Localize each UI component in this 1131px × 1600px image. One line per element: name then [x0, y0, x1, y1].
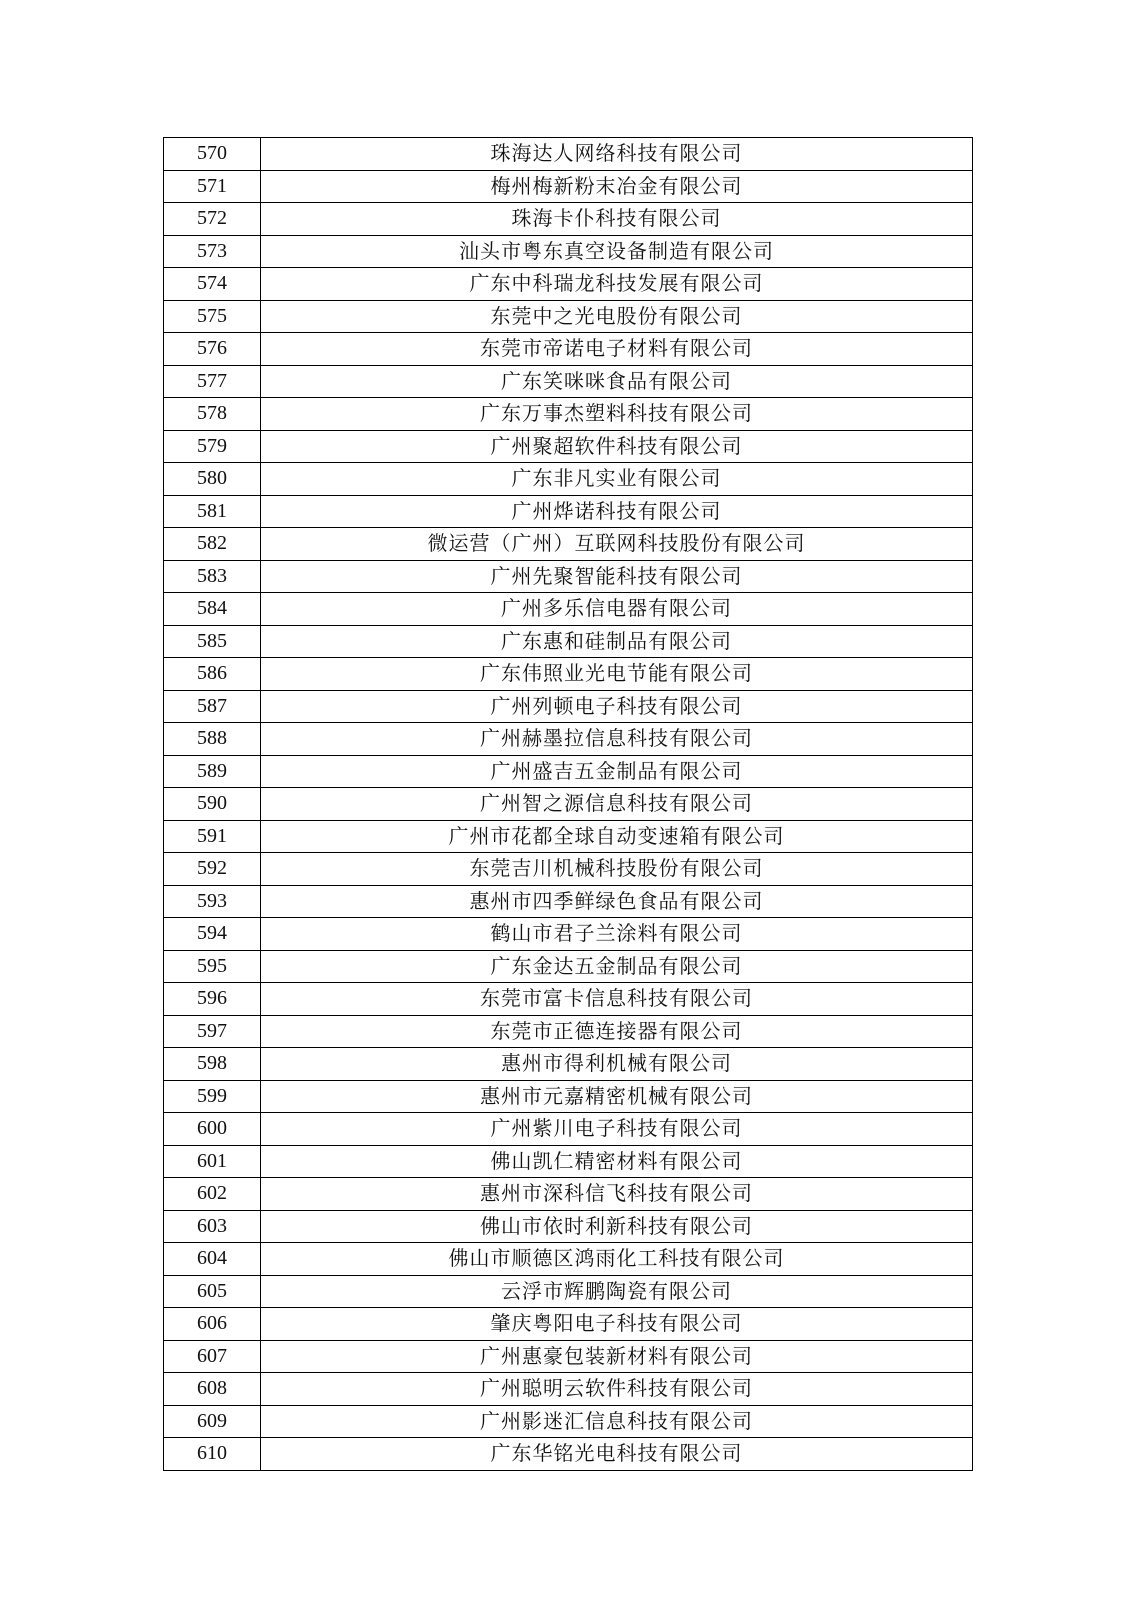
row-number: 586: [164, 658, 261, 691]
company-name: 鹤山市君子兰涂料有限公司: [261, 918, 973, 951]
table-row: [164, 560, 973, 593]
table-row: [164, 1080, 973, 1113]
row-number: 584: [164, 593, 261, 626]
company-name: 广东华铭光电科技有限公司: [261, 1438, 973, 1471]
company-name: 广州聪明云软件科技有限公司: [261, 1373, 973, 1406]
table-row: [164, 950, 973, 983]
company-name: 惠州市得利机械有限公司: [261, 1048, 973, 1081]
company-name: 东莞中之光电股份有限公司: [261, 300, 973, 333]
company-name: 佛山市顺德区鸿雨化工科技有限公司: [261, 1243, 973, 1276]
row-number: 570: [164, 138, 261, 171]
row-number: 572: [164, 203, 261, 236]
row-number: 604: [164, 1243, 261, 1276]
company-name: 东莞吉川机械科技股份有限公司: [261, 853, 973, 886]
table-row: [164, 463, 973, 496]
table-row: [164, 690, 973, 723]
row-number: 581: [164, 495, 261, 528]
company-name: 广州赫墨拉信息科技有限公司: [261, 723, 973, 756]
row-number: 571: [164, 170, 261, 203]
row-number: 578: [164, 398, 261, 431]
table-row: [164, 885, 973, 918]
company-name: 珠海卡仆科技有限公司: [261, 203, 973, 236]
company-name: 广州列顿电子科技有限公司: [261, 690, 973, 723]
table-row: [164, 1373, 973, 1406]
company-name: 广州多乐信电器有限公司: [261, 593, 973, 626]
table-row: [164, 1015, 973, 1048]
table-row: [164, 300, 973, 333]
row-number: 575: [164, 300, 261, 333]
row-number: 589: [164, 755, 261, 788]
row-number: 593: [164, 885, 261, 918]
row-number: 590: [164, 788, 261, 821]
company-name: 佛山市依时利新科技有限公司: [261, 1210, 973, 1243]
company-name: 广东金达五金制品有限公司: [261, 950, 973, 983]
company-name: 惠州市深科信飞科技有限公司: [261, 1178, 973, 1211]
row-number: 588: [164, 723, 261, 756]
company-name: 肇庆粤阳电子科技有限公司: [261, 1308, 973, 1341]
table-row: [164, 268, 973, 301]
row-number: 574: [164, 268, 261, 301]
table-row: [164, 138, 973, 171]
row-number: 577: [164, 365, 261, 398]
row-number: 609: [164, 1405, 261, 1438]
company-name: 微运营（广州）互联网科技股份有限公司: [261, 528, 973, 561]
table-row: [164, 755, 973, 788]
row-number: 597: [164, 1015, 261, 1048]
company-name: 广州盛吉五金制品有限公司: [261, 755, 973, 788]
table-row: [164, 788, 973, 821]
row-number: 580: [164, 463, 261, 496]
company-name: 广东中科瑞龙科技发展有限公司: [261, 268, 973, 301]
row-number: 599: [164, 1080, 261, 1113]
table-row: [164, 1405, 973, 1438]
table-row: [164, 398, 973, 431]
company-list-table: [163, 137, 973, 1471]
company-name: 广州先聚智能科技有限公司: [261, 560, 973, 593]
table-row: [164, 1210, 973, 1243]
company-name: 广州市花都全球自动变速箱有限公司: [261, 820, 973, 853]
company-name: 东莞市正德连接器有限公司: [261, 1015, 973, 1048]
row-number: 601: [164, 1145, 261, 1178]
table-row: [164, 1145, 973, 1178]
table-row: [164, 625, 973, 658]
row-number: 598: [164, 1048, 261, 1081]
row-number: 602: [164, 1178, 261, 1211]
table-row: [164, 333, 973, 366]
table-row: [164, 430, 973, 463]
company-name: 广州聚超软件科技有限公司: [261, 430, 973, 463]
company-name: 惠州市元嘉精密机械有限公司: [261, 1080, 973, 1113]
table-row: [164, 658, 973, 691]
row-number: 573: [164, 235, 261, 268]
company-name: 珠海达人网络科技有限公司: [261, 138, 973, 171]
table-row: [164, 203, 973, 236]
row-number: 592: [164, 853, 261, 886]
table-row: [164, 1340, 973, 1373]
table-row: [164, 495, 973, 528]
company-name: 广东非凡实业有限公司: [261, 463, 973, 496]
row-number: 600: [164, 1113, 261, 1146]
company-name: 广东伟照业光电节能有限公司: [261, 658, 973, 691]
row-number: 585: [164, 625, 261, 658]
table-row: [164, 918, 973, 951]
company-name: 佛山凯仁精密材料有限公司: [261, 1145, 973, 1178]
table-row: [164, 593, 973, 626]
company-name: 东莞市富卡信息科技有限公司: [261, 983, 973, 1016]
company-name: 广州烨诺科技有限公司: [261, 495, 973, 528]
company-name: 广州影迷汇信息科技有限公司: [261, 1405, 973, 1438]
table-row: [164, 983, 973, 1016]
table-row: [164, 723, 973, 756]
table-row: [164, 1178, 973, 1211]
company-name: 广东惠和硅制品有限公司: [261, 625, 973, 658]
row-number: 608: [164, 1373, 261, 1406]
company-name: 广州紫川电子科技有限公司: [261, 1113, 973, 1146]
row-number: 594: [164, 918, 261, 951]
company-name: 广州智之源信息科技有限公司: [261, 788, 973, 821]
company-name: 广东笑咪咪食品有限公司: [261, 365, 973, 398]
table-body: [164, 138, 973, 1471]
company-name: 东莞市帝诺电子材料有限公司: [261, 333, 973, 366]
table-row: [164, 1113, 973, 1146]
row-number: 591: [164, 820, 261, 853]
row-number: 587: [164, 690, 261, 723]
table-row: [164, 1438, 973, 1471]
company-name: 广东万事杰塑料科技有限公司: [261, 398, 973, 431]
row-number: 610: [164, 1438, 261, 1471]
row-number: 596: [164, 983, 261, 1016]
row-number: 605: [164, 1275, 261, 1308]
row-number: 603: [164, 1210, 261, 1243]
row-number: 579: [164, 430, 261, 463]
table-row: [164, 1243, 973, 1276]
row-number: 607: [164, 1340, 261, 1373]
table-row: [164, 235, 973, 268]
company-name: 惠州市四季鲜绿色食品有限公司: [261, 885, 973, 918]
row-number: 583: [164, 560, 261, 593]
company-name: 梅州梅新粉末冶金有限公司: [261, 170, 973, 203]
table-row: [164, 365, 973, 398]
row-number: 582: [164, 528, 261, 561]
table-row: [164, 820, 973, 853]
table-row: [164, 1275, 973, 1308]
company-name: 云浮市辉鹏陶瓷有限公司: [261, 1275, 973, 1308]
table-row: [164, 1048, 973, 1081]
table-row: [164, 528, 973, 561]
row-number: 576: [164, 333, 261, 366]
table-row: [164, 1308, 973, 1341]
table-row: [164, 170, 973, 203]
company-name: 汕头市粤东真空设备制造有限公司: [261, 235, 973, 268]
company-name: 广州惠豪包装新材料有限公司: [261, 1340, 973, 1373]
row-number: 606: [164, 1308, 261, 1341]
row-number: 595: [164, 950, 261, 983]
table-row: [164, 853, 973, 886]
